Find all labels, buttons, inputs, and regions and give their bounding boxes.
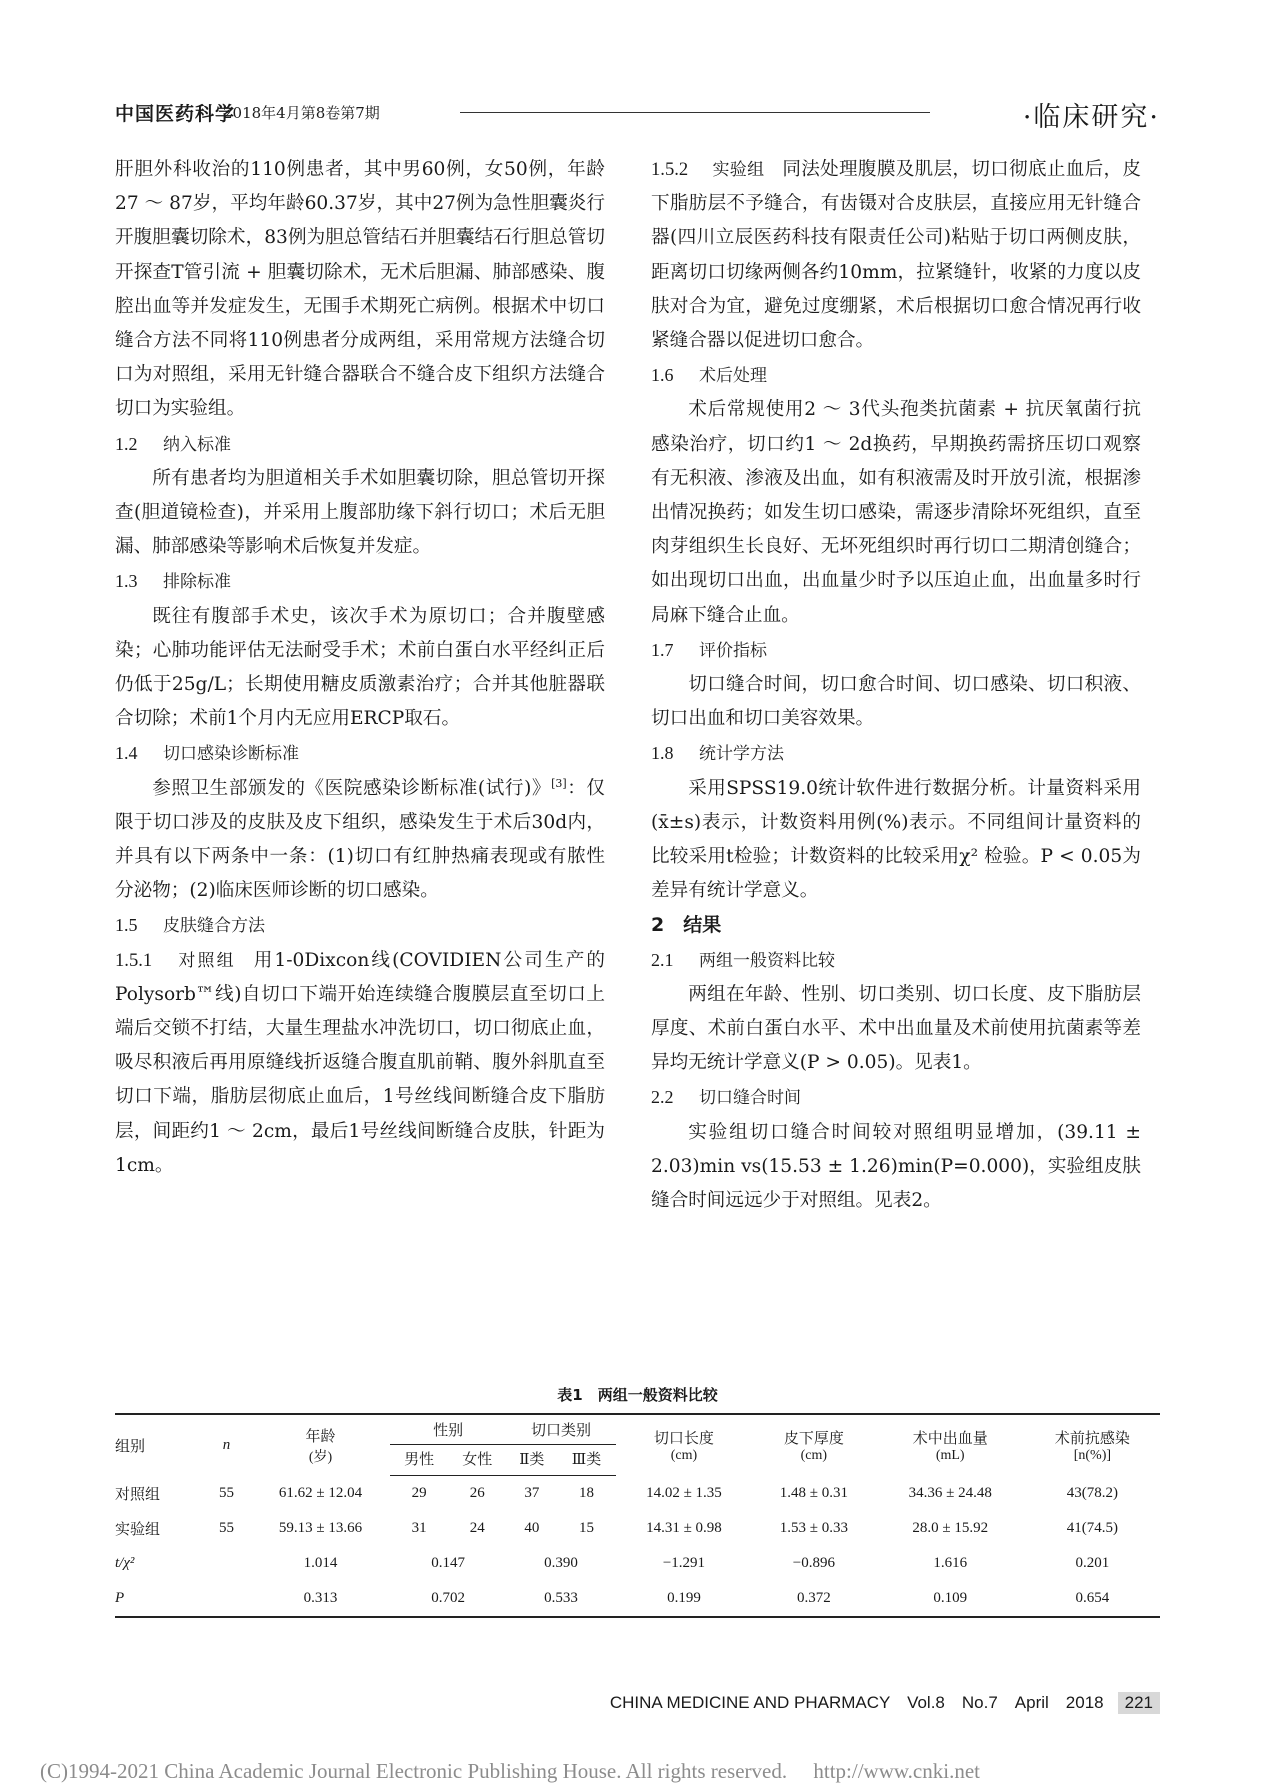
cell-n: 55 [219,1520,234,1536]
header-rule [460,112,930,113]
cell-abx: 0.201 [1075,1555,1110,1571]
cell-female: 24 [469,1520,485,1536]
cell-incision: 0.533 [544,1590,578,1606]
col-header-group: 组别 [115,1438,146,1455]
cell-age: 61.62 ± 12.04 [278,1484,363,1501]
heading-number: 2.1 [651,949,674,970]
table-row-stat [115,1546,1160,1581]
col-header-age [251,1414,390,1476]
copyright-watermark: (C)1994-2021 China Academic Journal Electronic Publishing House. All rights reserved. http://www.cnki.net [40,1759,980,1783]
heading-number: 1.2 [115,433,138,454]
cell-type3: 18 [579,1485,595,1501]
section-label: ·临床研究· [1022,102,1160,133]
heading-1-7 [651,633,1141,668]
cell-blood: 34.36 ± 24.48 [908,1484,992,1501]
paragraph-text: 同法处理腹膜及肌层，切口彻底止血后，皮下脂肪层不予缝合，有齿镊对合皮肤层，直接应用无针缝合器(四川立辰医药科技有限责任公司)粘贴于切口两侧皮肤，距离切口切缘两侧各约10mm，拉紧缝针，收紧的力度以皮肤对合为宜，避免过度绷紧，术后根据切口愈合情况再行收紧缝合器以促进切口愈合。 [651,159,1141,352]
heading-title: 两组一般资料比较 [699,950,835,971]
cell-type3: 15 [579,1520,595,1536]
cell-age: 1.014 [303,1555,338,1571]
heading-title: 皮肤缝合方法 [163,916,265,937]
table-row [115,1511,1160,1546]
header-label: 术中出血量 [912,1430,988,1447]
cell-n: 55 [219,1484,234,1501]
col-header-incision-type: 切口类别 [506,1414,615,1445]
paragraph-1-5-2 [651,153,1141,358]
header-unit: (cm) [800,1447,828,1463]
cell-fat: 1.48 ± 0.31 [779,1484,848,1501]
paragraph-text: 参照卫生部颁发的《医院感染诊断标准(试行)》 [152,777,552,799]
col-header-blood [876,1414,1025,1476]
header-label: 术前抗感染 [1054,1430,1130,1447]
cell-length: 14.31 ± 0.98 [646,1520,722,1536]
cell-sex: 0.147 [431,1555,466,1571]
cell-blood: 28.0 ± 15.92 [912,1520,989,1536]
paragraph-1-2: 所有患者均为胆道相关手术如胆囊切除，胆总管切开探查(胆道镜检查)，并采用上腹部肋缘下斜行切口；术后无胆漏、肺部感染等影响术后恢复并发症。 [115,467,605,558]
heading-2-1 [651,943,1141,978]
col-header-type2: Ⅱ类 [506,1445,557,1476]
cell-blood: 0.109 [933,1590,968,1606]
cell-empty [202,1546,251,1581]
cell-female: 26 [469,1485,485,1501]
heading-title: 切口缝合时间 [699,1088,801,1109]
paragraph-1-5-1 [115,944,605,1183]
heading-number: 1.3 [115,571,138,592]
paragraph-1-4 [115,772,605,909]
cell-stat-label: t/χ² [115,1555,135,1571]
paragraph-text: 用1-0Dixcon线(COVIDIEN公司生产的Polysorb™线)自切口下端开始连续缝合腹膜层直至切口上端后交锁不打结，大量生理盐水冲洗切口，切口彻底止血，吸尽积液后再用原缝线折返缝合腹直肌前鞘、腹外斜肌直至切口下端，脂肪层彻底止血后，1号丝线间断缝合皮下脂肪层，间距约1 ～ 2cm，最后1号丝线间断缝合皮肤，针距为1cm。 [115,949,606,1176]
heading-1-2 [115,427,605,462]
heading-number: 1.5 [115,915,138,936]
heading-1-5 [115,908,605,943]
col-header-fat [752,1414,876,1476]
header-unit: (mL) [935,1447,965,1463]
paragraph-1-8: 采用SPSS19.0统计软件进行数据分析。计量资料采用(x̄±s)表示，计数资料用例(%)表示。不同组间计量资料的比较采用t检验；计数资料的比较采用χ² 检验。P < 0.05为差异有统计学意义。 [651,777,1141,902]
cell-abx: 0.654 [1075,1590,1110,1606]
heading-number: 1.5.1 [115,949,153,971]
cell-length: 14.02 ± 1.35 [646,1484,722,1501]
paragraph-2-2: 实验组切口缝合时间较对照组明显增加，(39.11 ± 2.03)min vs(15.53 ± 1.26)min(P=0.000)，实验组皮肤缝合时间远远少于对照组。见表2。 [651,1121,1141,1212]
cell-empty [202,1581,251,1617]
paragraph-1-6: 术后常规使用2 ～ 3代头孢类抗菌素 + 抗厌氧菌行抗感染治疗，切口约1 ～ 2d换药，早期换药需挤压切口观察有无积液、渗液及出血，如有积液需及时开放引流，根据渗出情况换药；如发生切口感染，需逐步清除坏死组织，直至肉芽组织生长良好、无坏死组织时再行切口二期清创缝合；如出现切口出血，出血量少时予以压迫止血，出血量多时行局麻下缝合止血。 [651,399,1141,626]
cell-sex: 0.702 [431,1590,466,1606]
heading-number: 1.4 [115,743,138,764]
table-row [115,1476,1160,1512]
heading-title: 术后处理 [699,366,767,387]
journal-english-info: CHINA MEDICINE AND PHARMACY Vol.8 No.7 April 2018 [609,1693,1104,1712]
cell-fat: 1.53 ± 0.33 [779,1520,848,1536]
heading-title: 统计学方法 [699,744,784,765]
table-row-p [115,1581,1160,1617]
running-header [115,95,1160,135]
header-label: 年龄 [305,1428,336,1445]
heading-number: 1.7 [651,639,674,660]
paragraph-1-3: 既往有腹部手术史，该次手术为原切口；合并腹壁感染；心肺功能评估无法耐受手术；术前白蛋白水平经纠正后仍低于25g/L；长期使用糖皮质激素治疗；合并其他脏器联合切除；术前1个月内无应用ERCP取石。 [115,605,605,730]
heading-title: 切口感染诊断标准 [163,744,299,765]
heading-title: 纳入标准 [163,434,231,455]
col-header-n: n [222,1436,231,1453]
cell-abx: 41(74.5) [1066,1520,1119,1536]
cell-p-label: P [115,1590,125,1606]
heading-title: 排除标准 [163,572,231,593]
heading-number: 1.8 [651,743,674,764]
cell-fat: −0.896 [792,1555,835,1571]
cell-type2: 37 [524,1485,540,1501]
cell-age: 0.313 [303,1590,338,1606]
cell-incision: 0.390 [544,1555,578,1571]
data-table [115,1413,1160,1618]
col-header-length [616,1414,752,1476]
cell-type2: 40 [524,1520,540,1536]
cell-male: 29 [411,1485,427,1501]
table-1-caption: 表1 两组一般资料比较 [557,1386,718,1404]
left-column [115,153,605,1183]
cell-length: −1.291 [662,1555,706,1571]
journal-name: 中国医药科学 [115,103,236,125]
heading-number: 2.2 [651,1087,674,1108]
cell-length: 0.199 [667,1590,701,1606]
col-header-type3: Ⅲ类 [557,1445,615,1476]
cell-abx: 43(78.2) [1066,1484,1119,1501]
heading-1-6 [651,358,1141,393]
issue-info: 2018年4月第8卷第7期 [223,104,380,122]
cell-male: 31 [411,1520,427,1536]
heading-number: 1.5.2 [651,159,689,180]
heading-2-2 [651,1080,1141,1115]
heading-title: 实验组 [712,160,765,180]
header-unit: (岁) [308,1449,333,1465]
citation-ref: [3] [551,776,567,790]
heading-number: 1.6 [651,365,674,386]
cell-group: 对照组 [115,1486,161,1503]
cell-blood: 1.616 [933,1555,968,1571]
cell-fat: 0.372 [796,1590,831,1606]
col-header-female: 女性 [448,1445,506,1476]
header-label: 皮下厚度 [783,1430,844,1447]
heading-title: 对照组 [176,950,236,971]
header-unit: (cm) [670,1447,698,1463]
cell-age: 59.13 ± 13.66 [278,1520,363,1536]
col-header-sex: 性别 [390,1414,506,1445]
table-1 [115,1413,1160,1618]
right-column [651,153,1141,1218]
col-header-male: 男性 [390,1445,448,1476]
cell-group: 实验组 [115,1522,161,1538]
header-label: 切口长度 [653,1430,714,1447]
paragraph-text: ：仅限于切口涉及的皮肤及皮下组织，感染发生于术后30d内，并具有以下两条中一条：(1)切口有红肿热痛表现或有脓性分泌物；(2)临床医师诊断的切口感染。 [115,777,605,902]
intro-paragraph: 肝胆外科收治的110例患者，其中男60例，女50例，年龄27 ～ 87岁，平均年龄60.37岁，其中27例为急性胆囊炎行开腹胆囊切除术，83例为胆总管结石并胆囊结石行胆总管切开探查T管引流 + 胆囊切除术，无术后胆漏、肺部感染、腹腔出血等并发症发生，无围手术期死亡病例。根据术中切口缝合方法不同将110例患者分成两组，采用常规方法缝合切口为对照组，采用无针缝合器联合不缝合皮下组织方法缝合切口为实验组。 [115,159,605,420]
heading-1-8 [651,736,1141,771]
table-header-row [115,1414,1160,1445]
header-unit: [n(%)] [1073,1447,1112,1463]
heading-1-3 [115,564,605,599]
section-2-title: 2 结果 [651,914,722,937]
paragraph-2-1: 两组在年龄、性别、切口类别、切口长度、皮下脂肪层厚度、术前白蛋白水平、术中出血量及术前使用抗菌素等差异均无统计学意义(P > 0.05)。见表1。 [651,983,1141,1074]
heading-title: 评价指标 [699,640,767,661]
paragraph-1-7: 切口缝合时间，切口愈合时间、切口感染、切口积液、切口出血和切口美容效果。 [651,674,1141,730]
col-header-abx [1025,1414,1160,1476]
page-number: 221 [1118,1692,1160,1714]
page-footer [610,1688,1160,1714]
heading-1-4 [115,736,605,771]
